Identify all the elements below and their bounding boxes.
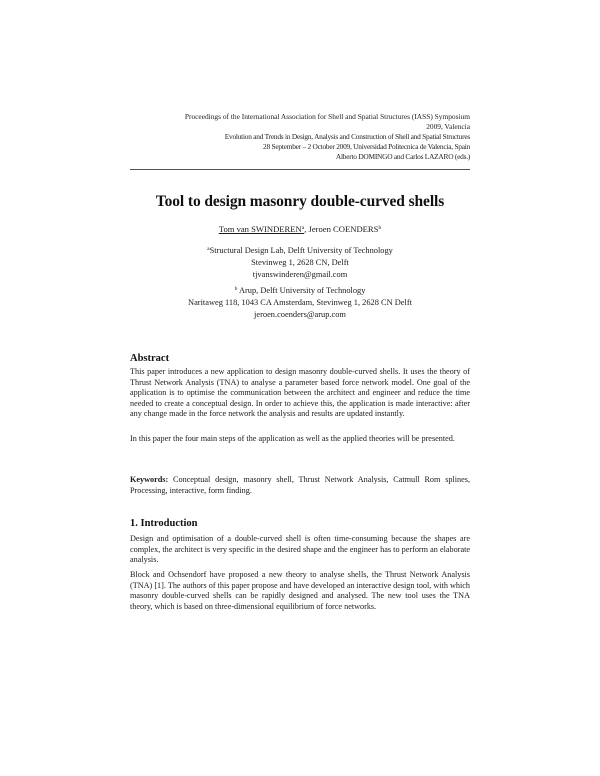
author-line <box>100 224 500 234</box>
affiliation-1-line-1: $^a$Structural Design Lab, Delft University of Technology <box>207 246 393 255</box>
header-line-2: 2009, Valencia <box>426 122 470 131</box>
header-line-5: Alberto DOMINGO and Carlos LAZARO (eds.) <box>335 152 470 161</box>
introduction-paragraph-1: Design and optimisation of a double-curved shell is often time-consuming because the shapes are complex, the architect is very specific in the desired shape and the engineer has to perform an elaborate analysis. <box>130 534 470 565</box>
author-1-mark: a <box>301 225 305 231</box>
keywords-label: Keywords: <box>130 475 169 484</box>
author-separator: , <box>304 224 309 234</box>
keywords-text: Conceptual design, masonry shell, Thrust Network Analysis, Catmull Rom splines, Processing, interactive, form finding. <box>130 475 470 495</box>
affiliation-1-email[interactable]: tjvanswinderen@gmail.com <box>252 270 348 279</box>
author-2[interactable]: Jeroen COENDERS$^b$ <box>308 224 382 234</box>
author-2-mark: b <box>378 225 382 231</box>
header-line-4: 28 September – 2 October 2009, Universidad Politecnica de Valencia, Spain <box>263 142 470 151</box>
affiliation-2-email[interactable]: jeroen.coenders@arup.com <box>254 310 346 319</box>
author-1[interactable]: Tom van SWINDEREN$^a$ <box>218 224 305 234</box>
keywords <box>130 475 470 496</box>
affiliation-2-line-1: $^b$ Arup, Delft University of Technology <box>234 286 366 295</box>
introduction-heading: 1. Introduction <box>130 518 198 529</box>
abstract-heading: Abstract <box>130 353 170 364</box>
introduction-paragraph-2: Block and Ochsendorf have proposed a new theory to analyse shells, the Thrust Network Analysis (TNA) [1]. The authors of this paper propose and have developed an interactive design tool, with which masonry double-curved shells can be rapidly designed and analysed. The new tool uses the TNA theory, which is based on three-dimensional equilibrium of force networks. <box>130 570 470 611</box>
proceedings-header <box>110 112 470 162</box>
abstract-paragraph-1: This paper introduces a new application to design masonry double-curved shells. It uses the theory of Thrust Network Analysis (TNA) to analyse a parameter based force network model. One goal of the application is to optimise the communication between the architect and engineer and reduce the time needed to create a conceptual design. In order to achieve this, the application is made interactive: after any change made in the force network the analysis and results are updated instantly. <box>130 367 470 419</box>
header-line-1: Proceedings of the International Association for Shell and Spatial Structures (IASS) Symposium <box>184 112 470 121</box>
affiliation-1-line-2: Stevinweg 1, 2628 CN, Delft <box>251 258 349 267</box>
affiliation-2-line-2: Naritaweg 118, 1043 CA Amsterdam, Stevinweg 1, 2628 CN Delft <box>188 298 412 307</box>
header-line-3: Evolution and Trends in Design, Analysis and Construction of Shell and Spatial Structures <box>224 132 470 141</box>
affiliation-2 <box>100 283 500 321</box>
paper-title: Tool to design masonry double-curved shells <box>155 193 445 210</box>
header-divider <box>130 169 470 170</box>
abstract-paragraph-2: In this paper the four main steps of the application as well as the applied theories will be presented. <box>130 434 455 443</box>
affiliation-1 <box>100 243 500 281</box>
